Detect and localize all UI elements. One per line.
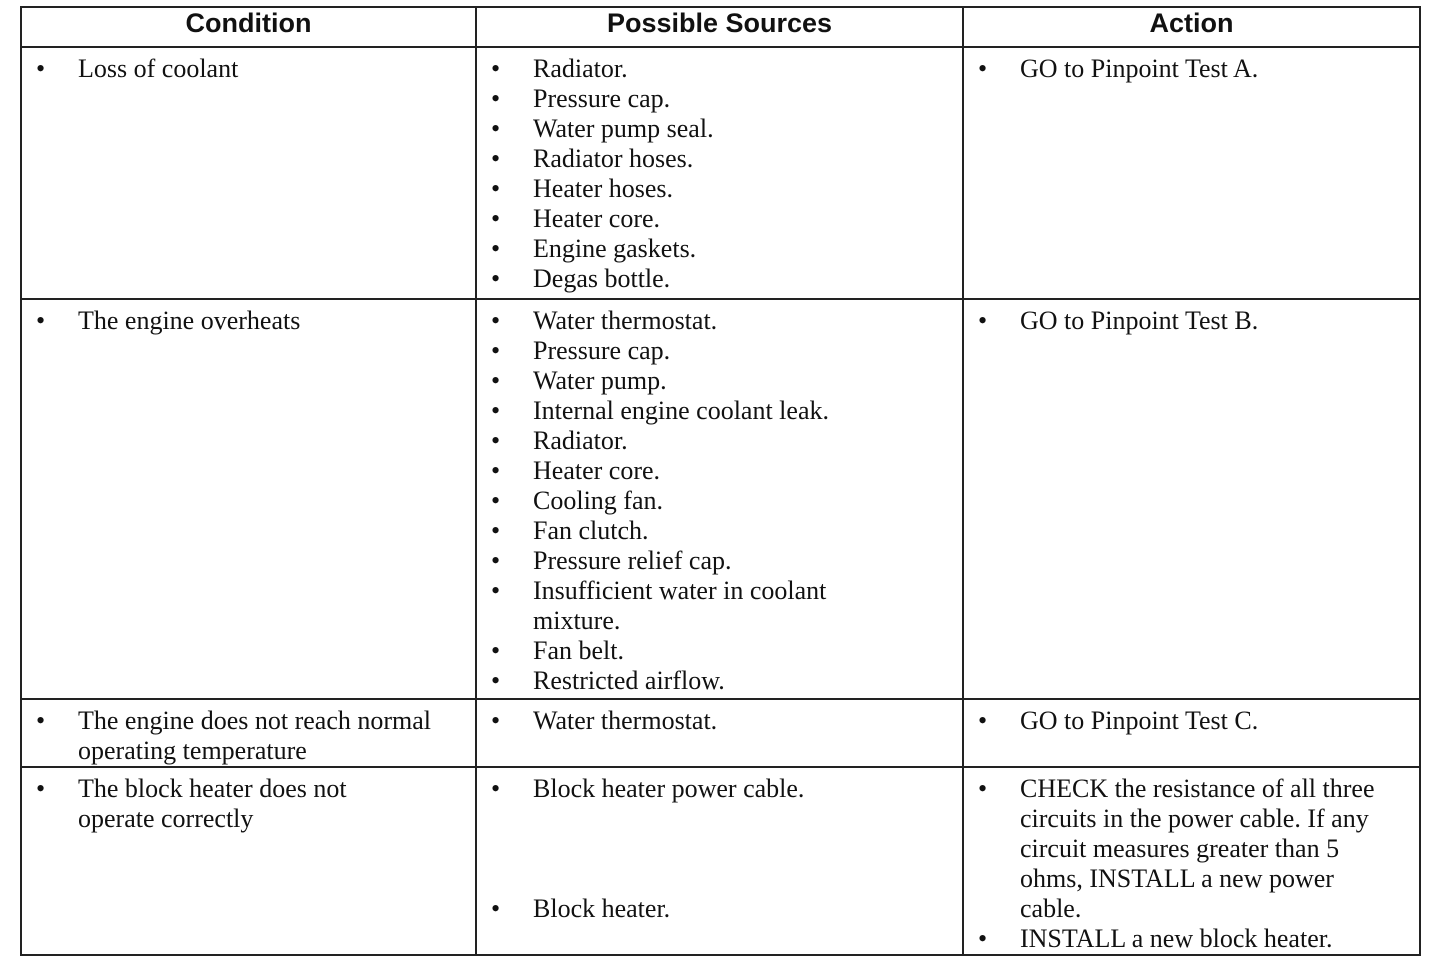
- source-item: • Restricted airflow.: [477, 666, 962, 696]
- action-item: • GO to Pinpoint Test C.: [964, 706, 1419, 736]
- header-row: [21, 7, 1420, 47]
- source-item: • Radiator.: [477, 54, 962, 84]
- source-item: • Insufficient water in coolant mixture.: [477, 576, 962, 636]
- source-item: • Degas bottle.: [477, 264, 962, 294]
- source-item: • Water thermostat.: [477, 306, 962, 336]
- action-cell: [963, 299, 1420, 699]
- source-item: • Fan clutch.: [477, 516, 962, 546]
- source-item: • Engine gaskets.: [477, 234, 962, 264]
- source-item: • Heater core.: [477, 456, 962, 486]
- action-item: • INSTALL a new block heater.: [964, 924, 1419, 954]
- source-item: • Heater core.: [477, 204, 962, 234]
- source-item: • Pressure cap.: [477, 84, 962, 114]
- source-item: • Water pump seal.: [477, 114, 962, 144]
- header-possible-sources: Possible Sources: [476, 7, 963, 47]
- source-item: • Block heater power cable.: [477, 774, 962, 804]
- source-item: • Pressure cap.: [477, 336, 962, 366]
- header-action: Action: [963, 7, 1420, 47]
- condition-cell: [21, 699, 476, 767]
- source-item: • Pressure relief cap.: [477, 546, 962, 576]
- sources-cell: [476, 699, 963, 767]
- sources-cell: [476, 47, 963, 299]
- table-row: [21, 699, 1420, 767]
- source-item: • Water pump.: [477, 366, 962, 396]
- condition-cell: [21, 767, 476, 955]
- header-condition: Condition: [21, 7, 476, 47]
- sources-cell: [476, 767, 963, 955]
- source-item: • Water thermostat.: [477, 706, 962, 736]
- source-item: • Radiator.: [477, 426, 962, 456]
- diagnosis-table: [20, 6, 1421, 956]
- condition-cell: [21, 299, 476, 699]
- table-row: [21, 767, 1420, 955]
- source-item: • Fan belt.: [477, 636, 962, 666]
- condition-text: • Loss of coolant: [22, 54, 475, 84]
- source-item: • Radiator hoses.: [477, 144, 962, 174]
- sources-cell: [476, 299, 963, 699]
- action-item: • GO to Pinpoint Test B.: [964, 306, 1419, 336]
- table-row: [21, 299, 1420, 699]
- table-row: [21, 47, 1420, 299]
- condition-cell: [21, 47, 476, 299]
- source-item: • Internal engine coolant leak.: [477, 396, 962, 426]
- source-item: • Block heater.: [477, 894, 962, 924]
- action-item: • CHECK the resistance of all three circuits in the power cable. If any circuit measures greater than 5 ohms, INSTALL a new power cable.: [964, 774, 1419, 924]
- action-cell: [963, 47, 1420, 299]
- source-item: • Cooling fan.: [477, 486, 962, 516]
- action-cell: [963, 699, 1420, 767]
- action-item: • GO to Pinpoint Test A.: [964, 54, 1419, 84]
- condition-text: • The block heater does not operate correctly: [22, 774, 475, 834]
- condition-text: • The engine does not reach normal operating temperature: [22, 706, 475, 766]
- source-item: • Heater hoses.: [477, 174, 962, 204]
- action-cell: [963, 767, 1420, 955]
- condition-text: • The engine overheats: [22, 306, 475, 336]
